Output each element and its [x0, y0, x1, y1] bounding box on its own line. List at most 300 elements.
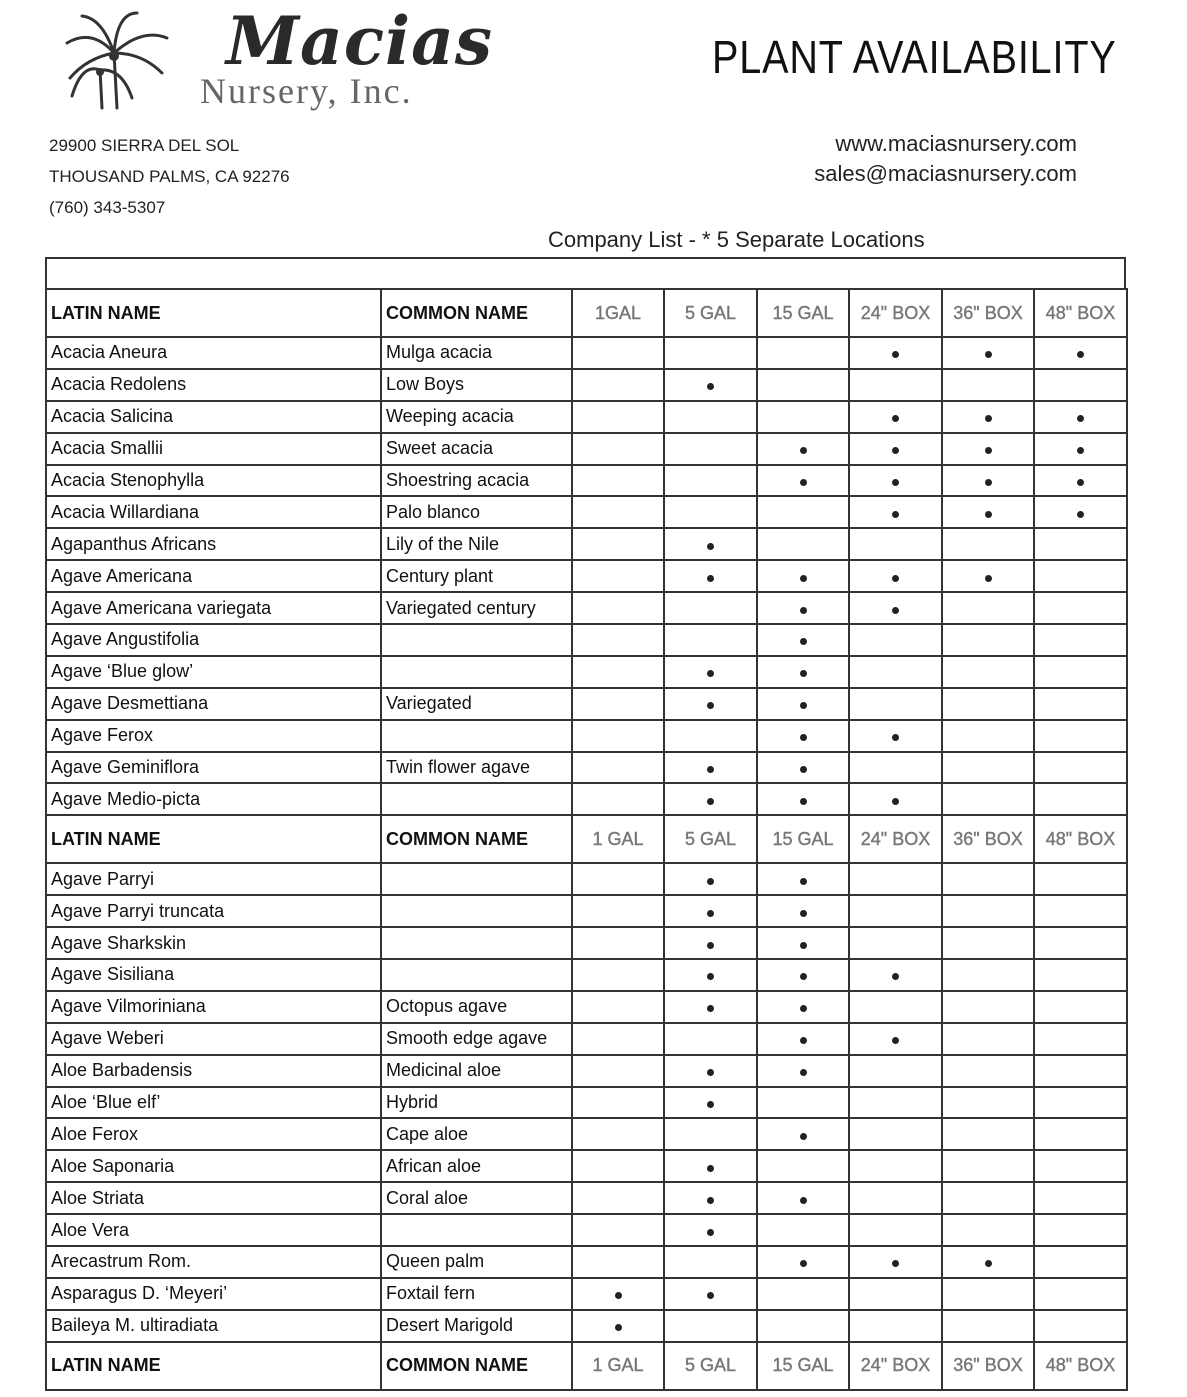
availability-cell	[942, 959, 1034, 991]
availability-dot-icon	[800, 575, 807, 582]
availability-dot-icon	[985, 447, 992, 454]
availability-dot-icon	[800, 1260, 807, 1267]
latin-name-cell: Agave Desmettiana	[46, 688, 381, 720]
availability-cell	[942, 1278, 1034, 1310]
availability-cell	[757, 1023, 849, 1055]
availability-cell	[942, 1087, 1034, 1119]
availability-cell	[942, 592, 1034, 624]
availability-cell	[572, 959, 664, 991]
table-row	[46, 1246, 1127, 1278]
availability-dot-icon	[707, 575, 714, 582]
list-subtitle: Company List - * 5 Separate Locations	[548, 227, 925, 252]
common-name-cell: Lily of the Nile	[381, 528, 572, 560]
common-name-cell: Weeping acacia	[381, 401, 572, 433]
header-size-7: 48" BOX	[1034, 289, 1127, 337]
availability-cell	[942, 1310, 1034, 1342]
availability-cell	[757, 895, 849, 927]
availability-dot-icon	[800, 942, 807, 949]
availability-cell	[849, 337, 942, 369]
availability-cell	[849, 783, 942, 815]
availability-cell	[757, 369, 849, 401]
latin-name-cell: Agave ‘Blue glow’	[46, 656, 381, 688]
availability-dot-icon	[707, 383, 714, 390]
common-name-cell: Smooth edge agave	[381, 1023, 572, 1055]
availability-cell	[849, 369, 942, 401]
availability-cell	[1034, 927, 1127, 959]
availability-cell	[757, 1087, 849, 1119]
latin-name-cell: Agave Angustifolia	[46, 624, 381, 656]
latin-name-cell: Aloe Barbadensis	[46, 1055, 381, 1087]
availability-cell	[1034, 752, 1127, 784]
availability-dot-icon	[892, 607, 899, 614]
availability-cell	[1034, 656, 1127, 688]
availability-cell	[757, 433, 849, 465]
header-size-3: 5 GAL	[664, 815, 757, 863]
latin-name-cell: Agave Medio-picta	[46, 783, 381, 815]
availability-cell	[664, 1310, 757, 1342]
availability-dot-icon	[707, 1229, 714, 1236]
common-name-cell	[381, 959, 572, 991]
table-row	[46, 401, 1127, 433]
common-name-cell: Cape aloe	[381, 1118, 572, 1150]
availability-cell	[942, 433, 1034, 465]
availability-dot-icon	[800, 702, 807, 709]
table-row	[46, 959, 1127, 991]
header-common-name: COMMON NAME	[381, 815, 572, 863]
availability-cell	[942, 496, 1034, 528]
availability-cell	[664, 1214, 757, 1246]
availability-dot-icon	[707, 1069, 714, 1076]
availability-cell	[1034, 1278, 1127, 1310]
common-name-cell: Queen palm	[381, 1246, 572, 1278]
availability-cell	[572, 991, 664, 1023]
availability-cell	[942, 560, 1034, 592]
availability-dot-icon	[800, 447, 807, 454]
header-size-5: 24" BOX	[849, 815, 942, 863]
common-name-cell	[381, 624, 572, 656]
availability-cell	[942, 895, 1034, 927]
availability-cell	[1034, 720, 1127, 752]
latin-name-cell: Agave Weberi	[46, 1023, 381, 1055]
availability-cell	[942, 624, 1034, 656]
table-row	[46, 656, 1127, 688]
availability-cell	[572, 720, 664, 752]
latin-name-cell: Agave Sharkskin	[46, 927, 381, 959]
table-row	[46, 560, 1127, 592]
availability-cell	[572, 592, 664, 624]
availability-cell	[757, 401, 849, 433]
table-row	[46, 688, 1127, 720]
availability-cell	[849, 752, 942, 784]
availability-cell	[1034, 688, 1127, 720]
availability-cell	[849, 1246, 942, 1278]
availability-cell	[757, 1310, 849, 1342]
availability-cell	[572, 863, 664, 895]
availability-cell	[849, 624, 942, 656]
availability-dot-icon	[800, 734, 807, 741]
availability-cell	[572, 1182, 664, 1214]
availability-cell	[849, 1182, 942, 1214]
availability-cell	[1034, 433, 1127, 465]
availability-dot-icon	[1077, 479, 1084, 486]
availability-cell	[1034, 496, 1127, 528]
availability-cell	[572, 927, 664, 959]
header-size-6: 36" BOX	[942, 289, 1034, 337]
availability-cell	[1034, 624, 1127, 656]
availability-cell	[849, 895, 942, 927]
availability-dot-icon	[707, 1292, 714, 1299]
availability-cell	[664, 752, 757, 784]
availability-dot-icon	[1077, 415, 1084, 422]
header-size-6: 36" BOX	[942, 815, 1034, 863]
latin-name-cell: Arecastrum Rom.	[46, 1246, 381, 1278]
table-row	[46, 1278, 1127, 1310]
table-row	[46, 720, 1127, 752]
latin-name-cell: Agave Americana variegata	[46, 592, 381, 624]
table-header-row	[46, 1342, 1127, 1390]
availability-cell	[572, 895, 664, 927]
availability-cell	[1034, 895, 1127, 927]
availability-cell	[572, 1246, 664, 1278]
palm-tree-icon	[62, 8, 172, 113]
availability-dot-icon	[892, 973, 899, 980]
availability-cell	[664, 656, 757, 688]
availability-cell	[664, 1150, 757, 1182]
availability-cell	[664, 991, 757, 1023]
availability-dot-icon	[707, 1197, 714, 1204]
latin-name-cell: Aloe Ferox	[46, 1118, 381, 1150]
latin-name-cell: Agave Parryi truncata	[46, 895, 381, 927]
address-line-1: 29900 SIERRA DEL SOL	[49, 136, 240, 155]
availability-dot-icon	[800, 1037, 807, 1044]
availability-cell	[572, 1278, 664, 1310]
availability-cell	[942, 465, 1034, 497]
table-row	[46, 1182, 1127, 1214]
header-common-name: COMMON NAME	[381, 289, 572, 337]
availability-cell	[942, 528, 1034, 560]
availability-dot-icon	[1077, 447, 1084, 454]
availability-cell	[664, 337, 757, 369]
latin-name-cell: Asparagus D. ‘Meyeri’	[46, 1278, 381, 1310]
availability-cell	[664, 1278, 757, 1310]
availability-cell	[942, 656, 1034, 688]
availability-cell	[849, 1023, 942, 1055]
table-row	[46, 1214, 1127, 1246]
availability-dot-icon	[800, 479, 807, 486]
header-size-2: 1 GAL	[572, 815, 664, 863]
availability-cell	[664, 465, 757, 497]
availability-cell	[664, 863, 757, 895]
availability-dot-icon	[1077, 511, 1084, 518]
availability-cell	[942, 720, 1034, 752]
table-row	[46, 496, 1127, 528]
table-row	[46, 337, 1127, 369]
table-header-row	[46, 815, 1127, 863]
latin-name-cell: Acacia Aneura	[46, 337, 381, 369]
availability-cell	[572, 1055, 664, 1087]
availability-cell	[664, 496, 757, 528]
header-size-3: 5 GAL	[664, 1342, 757, 1390]
availability-cell	[1034, 369, 1127, 401]
availability-cell	[757, 1278, 849, 1310]
availability-dot-icon	[707, 1165, 714, 1172]
table-row	[46, 624, 1127, 656]
availability-cell	[1034, 465, 1127, 497]
common-name-cell: African aloe	[381, 1150, 572, 1182]
availability-dot-icon	[892, 447, 899, 454]
availability-cell	[572, 656, 664, 688]
availability-cell	[572, 369, 664, 401]
availability-dot-icon	[707, 702, 714, 709]
common-name-cell: Desert Marigold	[381, 1310, 572, 1342]
availability-cell	[849, 1278, 942, 1310]
availability-dot-icon	[985, 415, 992, 422]
header-size-7: 48" BOX	[1034, 815, 1127, 863]
availability-cell	[942, 1246, 1034, 1278]
common-name-cell: Low Boys	[381, 369, 572, 401]
availability-cell	[757, 465, 849, 497]
availability-cell	[942, 1182, 1034, 1214]
availability-cell	[1034, 863, 1127, 895]
availability-dot-icon	[892, 415, 899, 422]
availability-cell	[572, 783, 664, 815]
availability-cell	[942, 783, 1034, 815]
common-name-cell	[381, 863, 572, 895]
availability-cell	[942, 863, 1034, 895]
availability-cell	[664, 592, 757, 624]
email-link[interactable]: sales@maciasnursery.com	[814, 161, 1077, 186]
availability-dot-icon	[892, 1037, 899, 1044]
availability-cell	[849, 496, 942, 528]
availability-cell	[1034, 528, 1127, 560]
availability-cell	[849, 1118, 942, 1150]
availability-cell	[757, 624, 849, 656]
availability-dot-icon	[707, 766, 714, 773]
table-row	[46, 1310, 1127, 1342]
availability-cell	[849, 560, 942, 592]
availability-cell	[664, 1055, 757, 1087]
availability-cell	[1034, 401, 1127, 433]
availability-cell	[572, 337, 664, 369]
availability-dot-icon	[985, 1260, 992, 1267]
availability-dot-icon	[892, 734, 899, 741]
availability-cell	[664, 688, 757, 720]
common-name-cell	[381, 927, 572, 959]
header-size-5: 24" BOX	[849, 289, 942, 337]
common-name-cell: Sweet acacia	[381, 433, 572, 465]
availability-cell	[572, 1150, 664, 1182]
latin-name-cell: Agave Americana	[46, 560, 381, 592]
common-name-cell: Foxtail fern	[381, 1278, 572, 1310]
page-title: PLANT AVAILABILITY	[712, 31, 1117, 83]
availability-cell	[849, 401, 942, 433]
availability-dot-icon	[892, 1260, 899, 1267]
availability-cell	[572, 1214, 664, 1246]
latin-name-cell: Agave Parryi	[46, 863, 381, 895]
availability-cell	[1034, 1023, 1127, 1055]
table-row	[46, 1087, 1127, 1119]
availability-cell	[849, 1150, 942, 1182]
availability-cell	[757, 1055, 849, 1087]
availability-cell	[942, 1214, 1034, 1246]
availability-cell	[942, 927, 1034, 959]
header-size-7: 48" BOX	[1034, 1342, 1127, 1390]
table-row	[46, 1150, 1127, 1182]
availability-cell	[664, 895, 757, 927]
latin-name-cell: Agave Sisiliana	[46, 959, 381, 991]
availability-cell	[572, 560, 664, 592]
header-size-6: 36" BOX	[942, 1342, 1034, 1390]
availability-cell	[942, 1150, 1034, 1182]
availability-cell	[757, 927, 849, 959]
availability-dot-icon	[985, 575, 992, 582]
availability-cell	[849, 1214, 942, 1246]
availability-cell	[572, 1023, 664, 1055]
header-latin-name: LATIN NAME	[46, 815, 381, 863]
availability-dot-icon	[1077, 351, 1084, 358]
latin-name-cell: Agave Geminiflora	[46, 752, 381, 784]
table-row	[46, 528, 1127, 560]
availability-cell	[572, 1118, 664, 1150]
availability-cell	[1034, 1087, 1127, 1119]
availability-dot-icon	[800, 607, 807, 614]
header-common-name: COMMON NAME	[381, 1342, 572, 1390]
availability-dot-icon	[892, 351, 899, 358]
availability-dot-icon	[707, 543, 714, 550]
availability-dot-icon	[800, 670, 807, 677]
availability-dot-icon	[985, 479, 992, 486]
availability-cell	[1034, 1246, 1127, 1278]
latin-name-cell: Acacia Redolens	[46, 369, 381, 401]
availability-cell	[849, 720, 942, 752]
availability-dot-icon	[800, 1133, 807, 1140]
header-latin-name: LATIN NAME	[46, 289, 381, 337]
availability-cell	[572, 401, 664, 433]
availability-dot-icon	[707, 670, 714, 677]
availability-cell	[757, 720, 849, 752]
availability-cell	[664, 624, 757, 656]
latin-name-cell: Acacia Stenophylla	[46, 465, 381, 497]
availability-dot-icon	[800, 798, 807, 805]
availability-cell	[942, 1118, 1034, 1150]
latin-name-cell: Aloe Striata	[46, 1182, 381, 1214]
availability-dot-icon	[707, 910, 714, 917]
common-name-cell: Variegated	[381, 688, 572, 720]
availability-cell	[849, 465, 942, 497]
latin-name-cell: Acacia Smallii	[46, 433, 381, 465]
availability-cell	[757, 991, 849, 1023]
availability-cell	[664, 433, 757, 465]
common-name-cell	[381, 783, 572, 815]
availability-cell	[757, 1214, 849, 1246]
table-row	[46, 752, 1127, 784]
availability-cell	[849, 927, 942, 959]
availability-cell	[664, 1182, 757, 1214]
latin-name-cell: Agave Ferox	[46, 720, 381, 752]
availability-cell	[942, 401, 1034, 433]
table-row	[46, 927, 1127, 959]
availability-cell	[1034, 337, 1127, 369]
common-name-cell: Variegated century	[381, 592, 572, 624]
table-row	[46, 1055, 1127, 1087]
header-size-2: 1GAL	[572, 289, 664, 337]
header-latin-name: LATIN NAME	[46, 1342, 381, 1390]
latin-name-cell: Acacia Willardiana	[46, 496, 381, 528]
availability-cell	[757, 560, 849, 592]
availability-cell	[664, 1023, 757, 1055]
company-logo	[62, 2, 494, 118]
availability-dot-icon	[800, 910, 807, 917]
brand-subtitle: Nursery, Inc.	[200, 71, 413, 111]
availability-dot-icon	[707, 973, 714, 980]
availability-cell	[1034, 592, 1127, 624]
availability-dot-icon	[800, 878, 807, 885]
latin-name-cell: Baileya M. ultiradiata	[46, 1310, 381, 1342]
availability-cell	[1034, 1182, 1127, 1214]
common-name-cell: Coral aloe	[381, 1182, 572, 1214]
availability-cell	[1034, 1055, 1127, 1087]
availability-dot-icon	[800, 1069, 807, 1076]
availability-cell	[572, 624, 664, 656]
availability-dot-icon	[707, 878, 714, 885]
availability-dot-icon	[985, 511, 992, 518]
common-name-cell: Octopus agave	[381, 991, 572, 1023]
common-name-cell: Century plant	[381, 560, 572, 592]
availability-cell	[757, 1246, 849, 1278]
common-name-cell	[381, 1214, 572, 1246]
availability-cell	[1034, 1310, 1127, 1342]
availability-cell	[849, 1310, 942, 1342]
availability-cell	[664, 528, 757, 560]
availability-dot-icon	[800, 973, 807, 980]
availability-cell	[572, 752, 664, 784]
availability-cell	[757, 752, 849, 784]
availability-dot-icon	[707, 798, 714, 805]
availability-cell	[664, 1118, 757, 1150]
latin-name-cell: Aloe Vera	[46, 1214, 381, 1246]
availability-cell	[849, 433, 942, 465]
availability-cell	[757, 1118, 849, 1150]
availability-dot-icon	[892, 575, 899, 582]
availability-cell	[757, 337, 849, 369]
table-header-row	[46, 289, 1127, 337]
table-row	[46, 991, 1127, 1023]
availability-cell	[849, 1087, 942, 1119]
header-size-2: 1 GAL	[572, 1342, 664, 1390]
website-link[interactable]: www.maciasnursery.com	[835, 131, 1077, 156]
availability-cell	[572, 528, 664, 560]
availability-cell	[664, 927, 757, 959]
table-row	[46, 592, 1127, 624]
availability-cell	[757, 1182, 849, 1214]
availability-dot-icon	[892, 479, 899, 486]
availability-cell	[572, 496, 664, 528]
table-row	[46, 895, 1127, 927]
availability-dot-icon	[985, 351, 992, 358]
availability-dot-icon	[615, 1292, 622, 1299]
availability-cell	[1034, 1150, 1127, 1182]
availability-cell	[757, 783, 849, 815]
common-name-cell: Shoestring acacia	[381, 465, 572, 497]
header-size-4: 15 GAL	[757, 289, 849, 337]
availability-cell	[664, 720, 757, 752]
availability-cell	[664, 1087, 757, 1119]
availability-cell	[757, 656, 849, 688]
availability-cell	[757, 688, 849, 720]
availability-cell	[942, 337, 1034, 369]
availability-cell	[572, 433, 664, 465]
availability-cell	[572, 1310, 664, 1342]
